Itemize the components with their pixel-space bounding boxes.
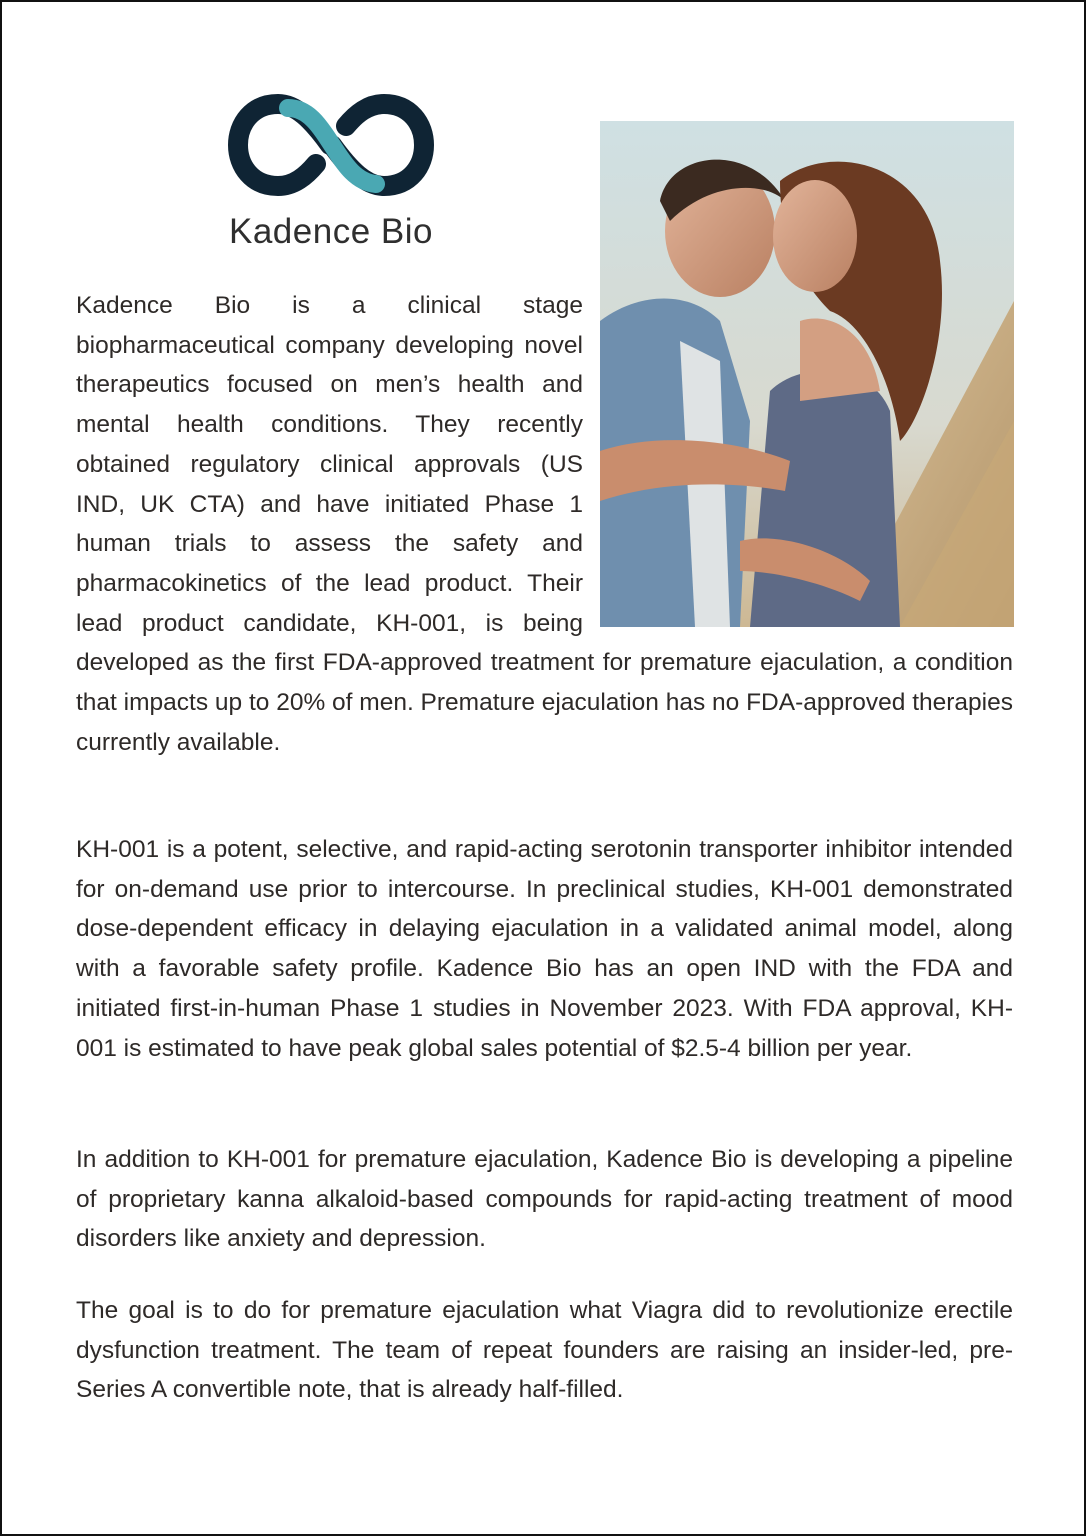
company-logo <box>216 90 446 260</box>
paragraph-text: The goal is to do for premature ejaculation what Viagra did to revolutionize erectile dysfunction treatment. The team of repeat founders are raising an insider-led, pre-Series A convertible note, that is already half-filled. <box>76 1297 1013 1404</box>
photo-float-spacer <box>583 286 1013 626</box>
paragraph-1 <box>76 286 1013 762</box>
paragraph-3 <box>76 1140 1013 1259</box>
paragraph-text: KH-001 is a potent, selective, and rapid-acting serotonin transporter inhibitor intended for on-demand use prior to intercourse. In preclinical studies, KH-001 demonstrated dose-dependent efficacy in delaying ejaculation in a validated animal model, along with a favorable safety profile. Kadence Bio has an open IND with the FDA and initiated first-in-human Phase 1 studies in November 2023. With FDA approval, KH-001 is estimated to have peak global sales potential of $2.5-4 billion per year. <box>76 836 1013 1062</box>
company-name: Kadence Bio <box>229 212 433 251</box>
paragraph-4 <box>76 1291 1013 1410</box>
infinity-logo-icon <box>226 90 436 200</box>
paragraph-text: Kadence Bio is a clinical stage biopharmaceutical company developing novel therapeutics focused on men’s health and mental health conditions. They recently obtained regulatory clinical approvals (US IND, UK CTA) and have initiated Phase 1 human trials to assess the safety and pharmacokinetics of the lead product. Their lead product candidate, KH-001, is being developed as the first FDA-approved treatment for premature ejaculation, a condition that impacts up to 20% of men. Premature ejaculation has no FDA-approved therapies currently available. <box>76 292 1013 756</box>
paragraph-2 <box>76 830 1013 1068</box>
paragraph-text: In addition to KH-001 for premature ejaculation, Kadence Bio is developing a pipeline of proprietary kanna alkaloid-based compounds for rapid-acting treatment of mood disorders like anxiety and depression. <box>76 1146 1013 1253</box>
